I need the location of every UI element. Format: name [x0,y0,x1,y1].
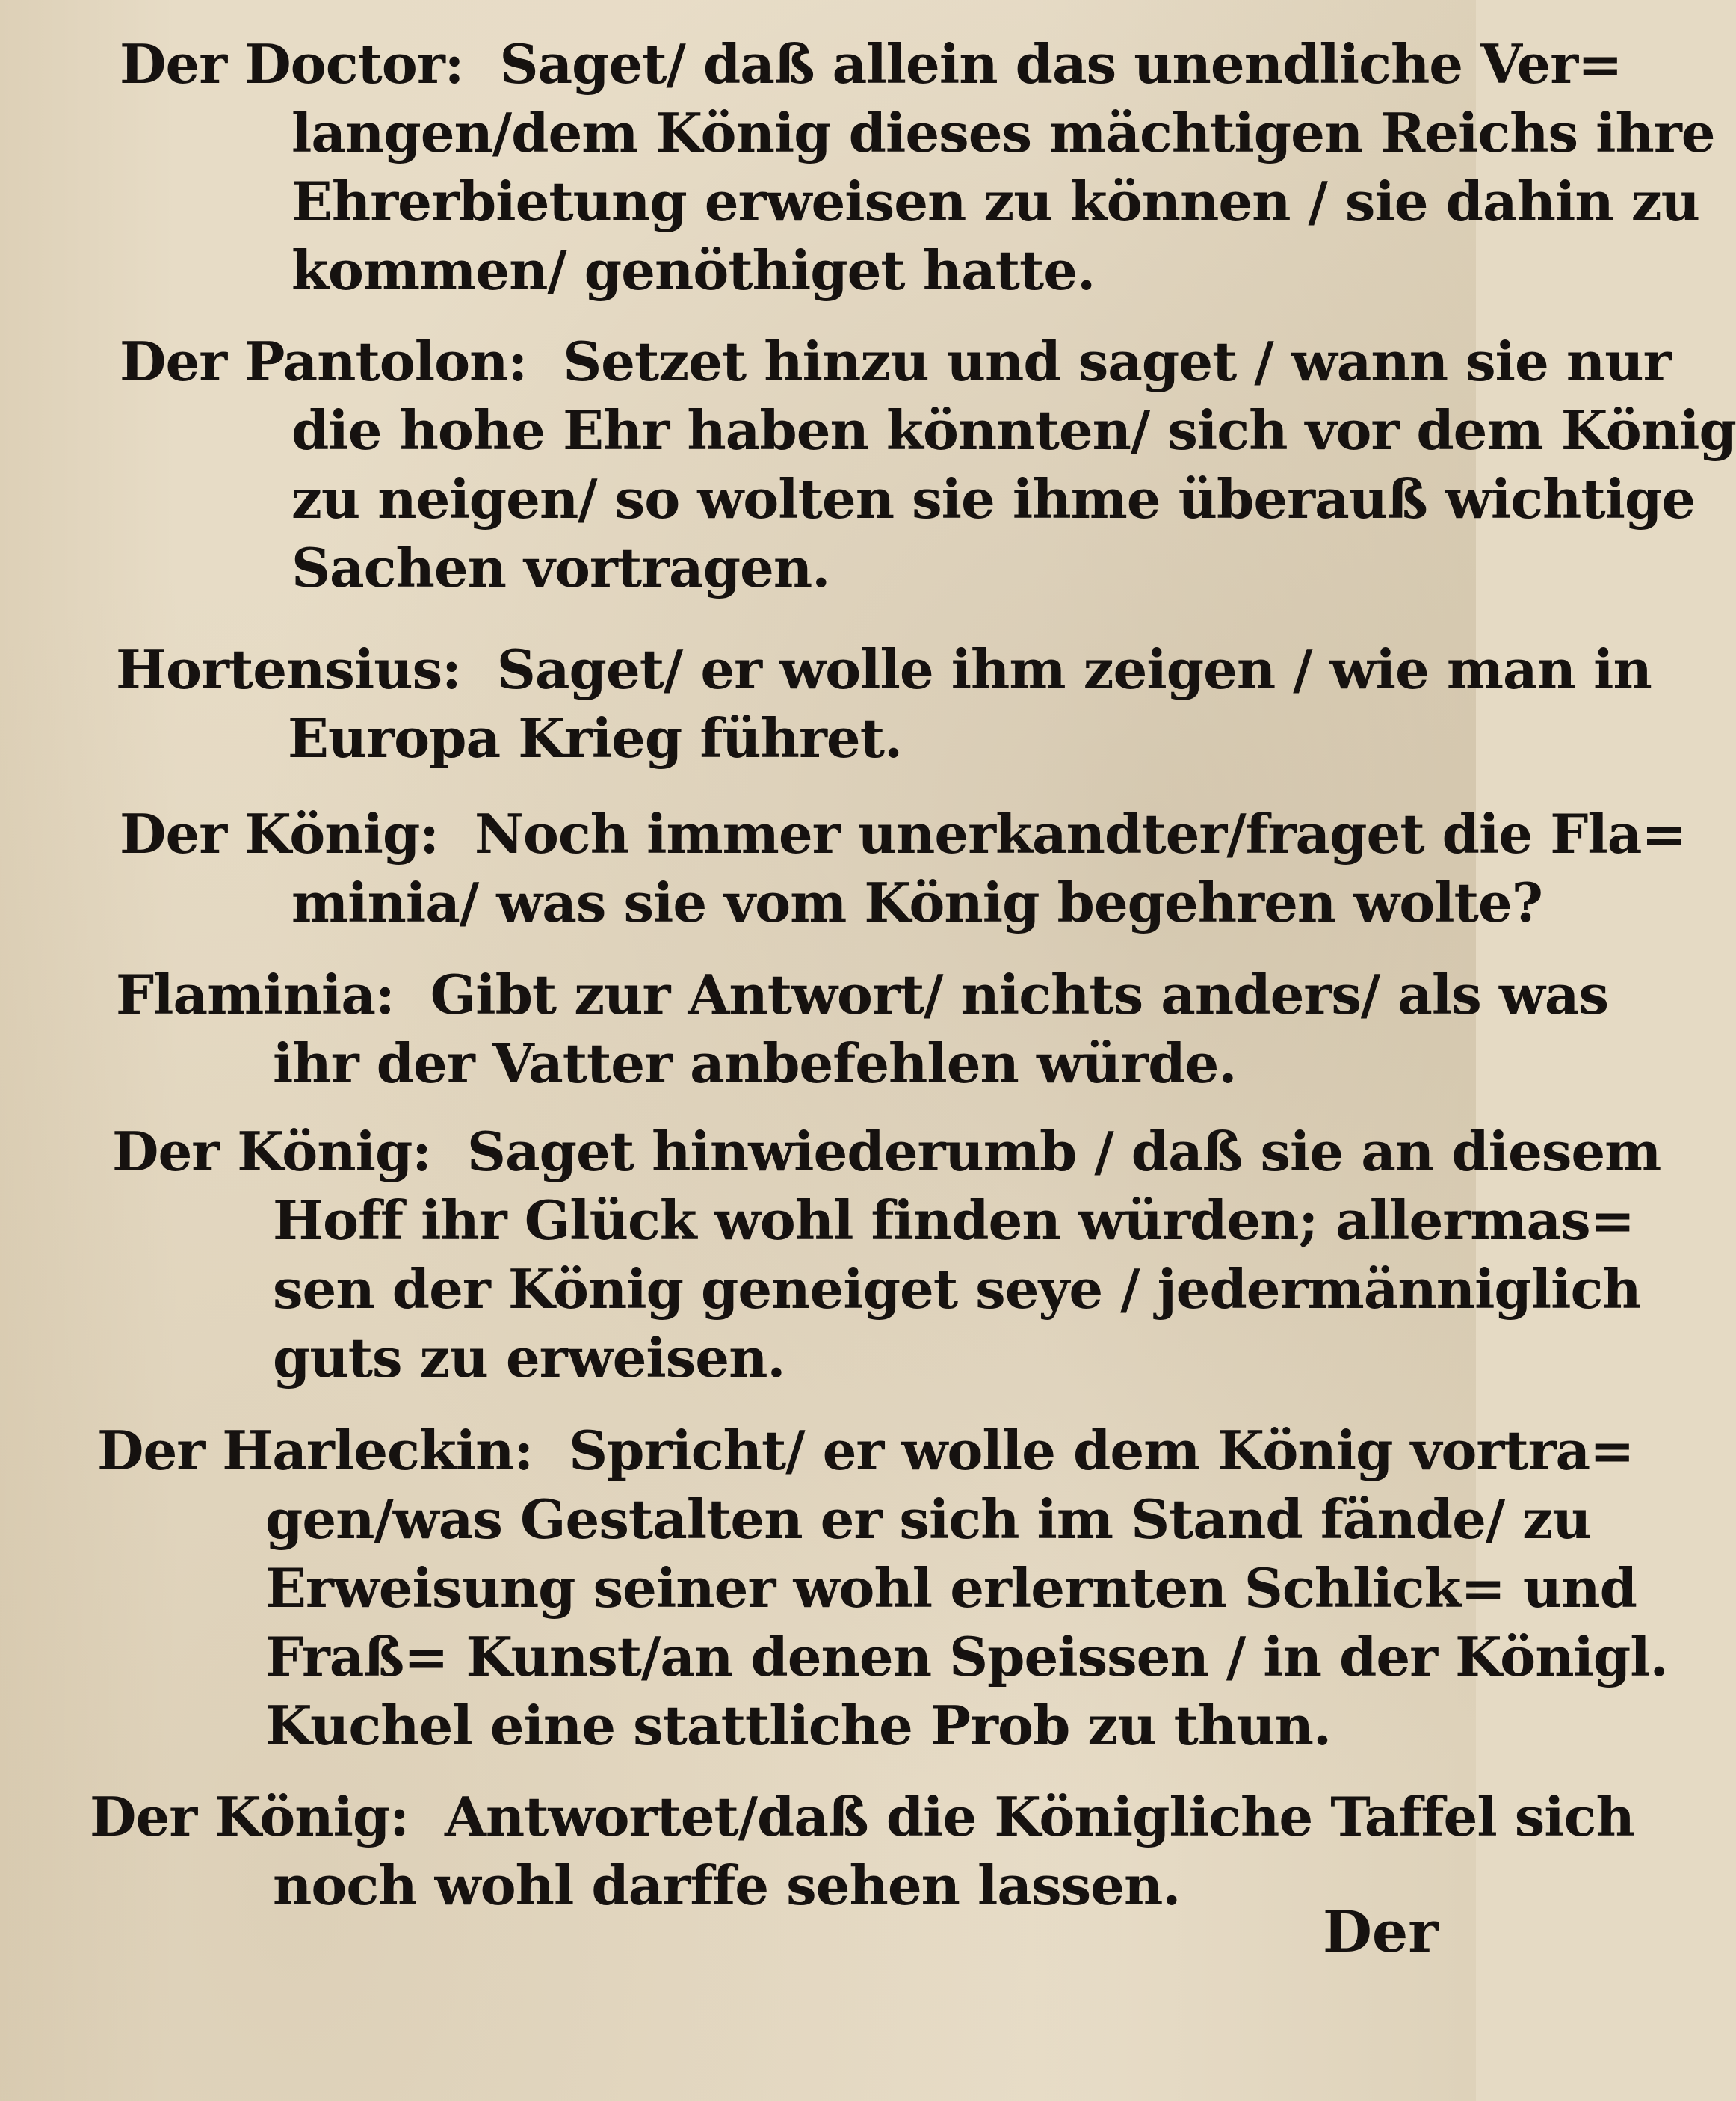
entry-line: sen der König geneiget seye / jedermänniglich [273,1257,1641,1321]
speaker-name: Der König: [90,1785,409,1848]
catchword: Der [1323,1898,1439,1965]
entry-line: langen/dem König dieses mächtigen Reichs ihre [291,101,1715,164]
dialogue-entry [112,1117,1661,1392]
entry-line: gen/was Gestalten er sich im Stand fände/ zu [265,1487,1591,1551]
entry-line: noch wohl darffe sehen lassen. [273,1854,1181,1917]
entry-line: Europa Krieg führet. [288,706,903,770]
dialogue-entry [97,1416,1668,1760]
entry-line: Erweisung seiner wohl erlernten Schlick= und [265,1556,1637,1620]
entry-line: minia/ was sie vom König begehren wolte? [291,871,1542,934]
entry-line: guts zu erweisen. [273,1326,785,1389]
entry-line: Fraß= Kunst/an denen Speissen / in der Königl. [265,1625,1668,1688]
speaker-name: Der Harleckin: [97,1419,534,1482]
speaker-name: Hortensius: [116,638,461,701]
entry-line: Saget/ daß allein das unendliche Ver= [499,32,1622,96]
dialogue-entry [116,635,1652,773]
entry-line: zu neigen/ so wolten sie ihme überauß wichtige [291,467,1696,531]
dialogue-entry [120,30,1715,305]
entry-line: Antwortet/daß die Königliche Taffel sich [445,1785,1634,1848]
dialogue-entry [116,960,1609,1098]
entry-line: Ehrerbietung erweisen zu können / sie dahin zu [291,170,1700,233]
dialogue-entry [120,327,1736,602]
entry-line: die hohe Ehr haben könnten/ sich vor dem König [291,398,1736,462]
speaker-name: Der Pantolon: [120,330,528,393]
entry-line: Noch immer unerkandter/fraget die Fla= [475,802,1686,866]
entry-line: kommen/ genöthiget hatte. [291,238,1096,302]
entry-line: Saget/ er wolle ihm zeigen / wie man in [496,638,1652,701]
speaker-name: Der Doctor: [120,32,464,96]
dialogue-entry [90,1783,1634,1920]
entry-line: Kuchel eine stattliche Prob zu thun. [265,1694,1332,1757]
entry-line: Gibt zur Antwort/ nichts anders/ als was [430,963,1609,1026]
entry-line: Sachen vortragen. [291,536,830,599]
entry-line: ihr der Vatter anbefehlen würde. [273,1031,1237,1095]
dialogue-entry [120,800,1686,937]
entry-line: Setzet hinzu und saget / wann sie nur [563,330,1671,393]
speaker-name: Der König: [112,1120,431,1183]
entry-line: Spricht/ er wolle dem König vortra= [569,1419,1634,1482]
speaker-name: Flaminia: [116,963,395,1026]
entry-line: Hoff ihr Glück wohl finden würden; allermas= [273,1188,1634,1252]
speaker-name: Der König: [120,802,439,866]
entry-line: Saget hinwiederumb / daß sie an diesem [467,1120,1661,1183]
